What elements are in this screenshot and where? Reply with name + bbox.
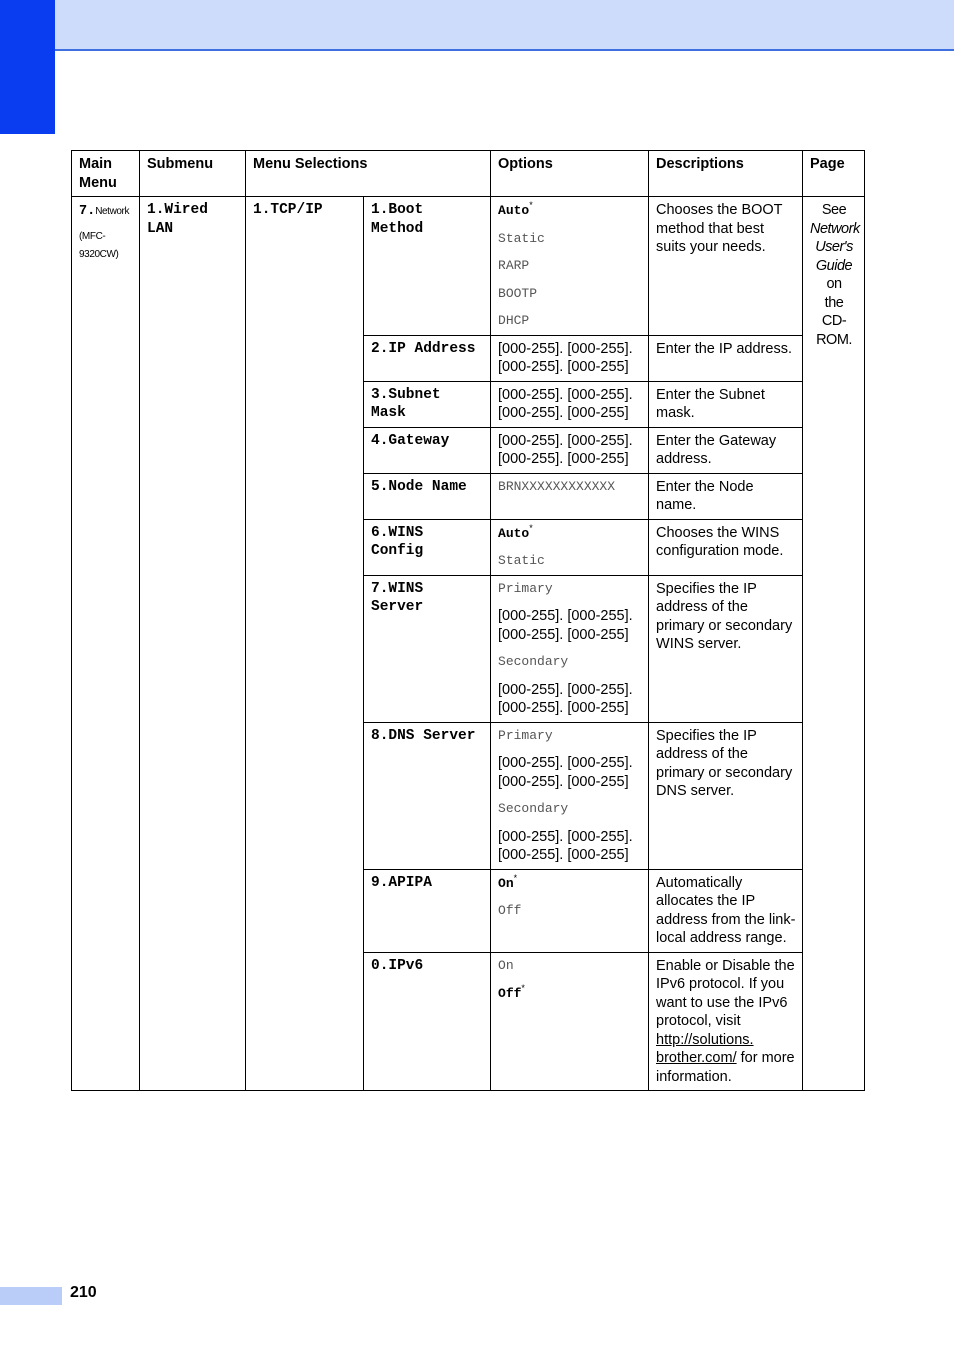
page-ref-see: See: [821, 202, 847, 218]
item-wins-config: 6.WINS Config: [364, 519, 491, 575]
settings-table: [71, 150, 865, 1091]
option: Static: [498, 553, 545, 568]
page-ref-guide: User's: [815, 239, 853, 255]
item-gateway: 4.Gateway: [364, 427, 491, 473]
option: [000-255]. [000-255].: [498, 340, 633, 357]
options-cell: [491, 381, 649, 427]
table-row: [72, 197, 865, 336]
options-cell: [491, 722, 649, 869]
support-link[interactable]: http://solutions.: [656, 1031, 754, 1048]
option: [000-255]. [000-255].: [498, 608, 633, 624]
option: BRNXXXXXXXXXXXX: [498, 478, 616, 494]
options-cell: [491, 519, 649, 575]
options-cell: [491, 869, 649, 952]
item-boot-method: 1.Boot Method: [364, 197, 491, 336]
options-cell: [491, 197, 649, 336]
description-cell: [649, 952, 803, 1091]
description-cell: Enter the Node name.: [649, 473, 803, 519]
description-cell: Automatically allocates the IP address from the link-local address range.: [649, 869, 803, 952]
option-secondary: Secondary: [498, 654, 569, 669]
support-link[interactable]: brother.com/: [656, 1050, 737, 1066]
option: [000-255]. [000-255].: [498, 828, 633, 845]
option: [000-255]. [000-255]: [498, 405, 629, 421]
header-submenu: Submenu: [140, 151, 246, 197]
option: [000-255]. [000-255]: [498, 700, 629, 716]
submenu-cell: 1.Wired LAN: [140, 197, 246, 1091]
default-marker: *: [521, 983, 525, 994]
main-menu-name: Network: [95, 206, 130, 217]
selection-cell: 1.TCP/IP: [246, 197, 364, 1091]
main-menu-model: (MFC-9320CW): [79, 230, 119, 260]
option-default: On: [498, 875, 514, 891]
option: [000-255]. [000-255]: [498, 359, 629, 375]
header-menu-selections: Menu Selections: [246, 151, 491, 197]
main-menu-cell: [72, 197, 140, 1091]
description-cell: Chooses the WINS configuration mode.: [649, 519, 803, 575]
page-ref-cell: [803, 197, 865, 1091]
description-cell: Enter the Subnet mask.: [649, 381, 803, 427]
option-primary: Primary: [498, 727, 553, 743]
option-default: Auto: [498, 525, 530, 541]
option: [000-255]. [000-255].: [498, 681, 633, 698]
option-default: Off: [498, 986, 522, 1001]
page-ref-on: on: [826, 276, 842, 292]
header-band: [0, 0, 954, 51]
option-default: Auto: [498, 203, 530, 218]
option-primary: Primary: [498, 580, 553, 596]
option: BOOTP: [498, 285, 538, 301]
item-subnet-mask: 3.Subnet Mask: [364, 381, 491, 427]
option: [000-255]. [000-255]: [498, 626, 629, 643]
option: [000-255]. [000-255].: [498, 386, 633, 403]
default-marker: *: [529, 200, 533, 211]
page-ref-guide: Guide: [815, 257, 853, 274]
description-cell: Specifies the IP address of the primary or secondary WINS server.: [649, 575, 803, 722]
item-wins-server: 7.WINS Server: [364, 575, 491, 722]
option: DHCP: [498, 313, 530, 328]
description-cell: Chooses the BOOT method that best suits your needs.: [649, 197, 803, 336]
option: RARP: [498, 258, 530, 273]
item-dns-server: 8.DNS Server: [364, 722, 491, 869]
description-cell: Enter the IP address.: [649, 335, 803, 381]
description-text: for more information.: [656, 1050, 795, 1085]
option: Off: [498, 903, 522, 918]
main-menu-code: 7.: [79, 204, 96, 219]
options-cell: [491, 952, 649, 1091]
option-secondary: Secondary: [498, 801, 569, 816]
item-apipa: 9.APIPA: [364, 869, 491, 952]
option: [000-255]. [000-255]: [498, 451, 629, 467]
header-page: Page: [803, 151, 865, 197]
description-text: Enable or Disable the IPv6 protocol. If you want to use the IPv6 protocol, visit: [656, 957, 795, 1029]
item-node-name: 5.Node Name: [364, 473, 491, 519]
option: [000-255]. [000-255].: [498, 432, 633, 449]
description-cell: Enter the Gateway address.: [649, 427, 803, 473]
description-cell: Specifies the IP address of the primary or secondary DNS server.: [649, 722, 803, 869]
chapter-tab: [0, 0, 55, 134]
option: [000-255]. [000-255]: [498, 773, 629, 790]
option: On: [498, 957, 514, 973]
option: Static: [498, 230, 545, 246]
item-ipv6: 0.IPv6: [364, 952, 491, 1091]
default-marker: *: [513, 872, 518, 883]
header-options: Options: [491, 151, 649, 197]
header-row: [72, 151, 865, 197]
header-main-menu: Main Menu: [72, 151, 140, 197]
options-cell: [491, 335, 649, 381]
options-cell: [491, 427, 649, 473]
page-number: 210: [70, 1284, 97, 1301]
page-ref-guide: Network: [810, 220, 860, 237]
page-ref-cdrom: CD-ROM.: [816, 313, 852, 348]
header-descriptions: Descriptions: [649, 151, 803, 197]
options-cell: [491, 575, 649, 722]
option: [000-255]. [000-255]: [498, 847, 629, 863]
options-cell: [491, 473, 649, 519]
default-marker: *: [529, 522, 533, 533]
footer-bar: [0, 1287, 62, 1305]
item-ip-address: 2.IP Address: [364, 335, 491, 381]
page-ref-the: the: [824, 294, 844, 311]
option: [000-255]. [000-255].: [498, 755, 633, 771]
